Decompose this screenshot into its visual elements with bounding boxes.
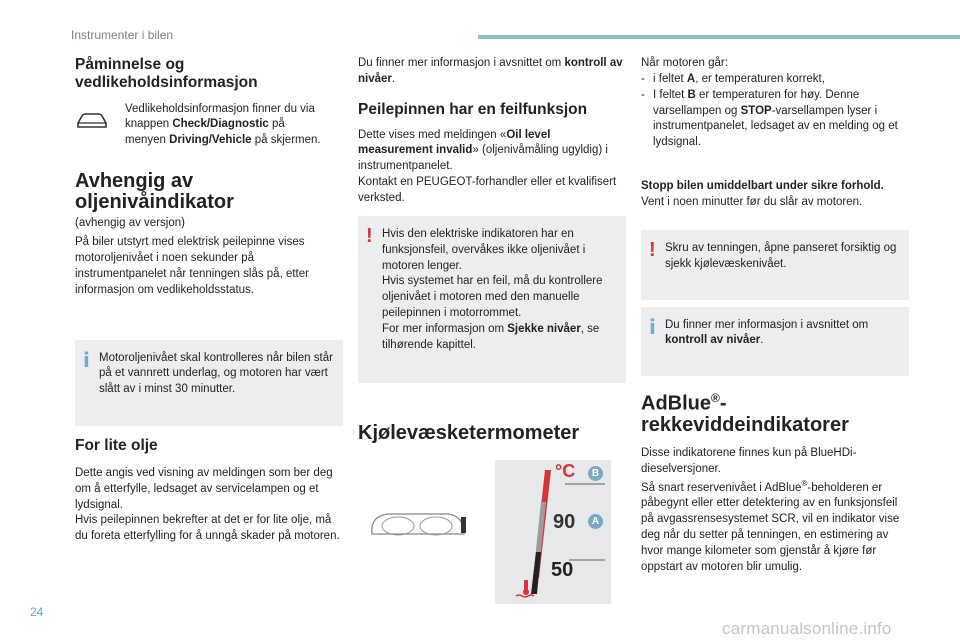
coolant-gauge	[495, 460, 611, 604]
gauge-low-value: 50	[551, 559, 574, 581]
info-icon: i	[649, 314, 656, 339]
coolant-title: Kjølevæsketermometer	[358, 421, 580, 444]
column-3	[641, 56, 909, 576]
reminder-block	[75, 102, 343, 150]
gauge-high-value: 90	[553, 511, 576, 533]
dipstick-fault-title: Peilepinnen har en feilfunksjon	[358, 100, 588, 118]
reminder-title: Påminnelse og vedlikeholdsinformasjon	[75, 56, 258, 91]
dipstick-warning-note: ! Hvis den elektriske indikatoren har en funksjonsfeil, overvåkes ikke oljenivået i motoren lenger. Hvis systemet har en feil, må du kontrollere oljenivået i motoren med den manuelle peilepinnen i motorrommet. For mer informasjon om Sjekke nivåer, se tilhørende kapittel.	[358, 216, 626, 383]
gauge-marker-b: B	[588, 466, 603, 481]
column-2	[358, 56, 626, 444]
coolant-info-note: i Du finner mer informasjon i avsnittet om kontroll av nivåer.	[641, 307, 909, 377]
low-oil-paragraph-1: Dette angis ved visning av meldingen som ber deg om å etterfylle, ledsaget av servicelampen og et lydsignal.	[75, 466, 333, 511]
section-title: Instrumenter i bilen	[71, 28, 174, 42]
warning-icon: !	[366, 224, 373, 247]
column-1	[75, 56, 343, 545]
low-oil-paragraph-2: Hvis peilepinnen bekrefter at det er for lite olje, må du foreta etterfylling for å unngå skader på motoren.	[75, 514, 340, 543]
adblue-title: AdBlue®-rekkeviddeindikatorer	[641, 391, 849, 436]
page-number: 24	[30, 605, 44, 619]
dipstick-dealer-text: Kontakt en PEUGEOT-forhandler eller et kvalifisert verksted.	[358, 176, 617, 204]
reminder-text: Vedlikeholdsinformasjon finner du via knappen Check/Diagnostic på menyen Driving/Vehicle på skjermen.	[125, 102, 321, 147]
dipstick-fault-text: Dette vises med meldingen «Oil level measurement invalid» (oljenivåmåling ugyldig) i instrumentpanelet.	[358, 128, 608, 173]
gauge-unit-label: °C	[555, 461, 576, 481]
list-item-a: - i feltet A, er temperaturen korrekt,	[641, 72, 825, 85]
info-icon: i	[83, 347, 90, 372]
wait-text: Vent i noen minutter før du slår av motoren.	[641, 196, 863, 209]
engine-running-text: Når motoren går:	[641, 57, 728, 69]
warning-icon: !	[649, 238, 656, 261]
stop-immediately-text: Stopp bilen umiddelbart under sikre forhold.	[641, 180, 884, 193]
oil-level-info-note: i Motoroljenivået skal kontrolleres når bilen står på et vannrett underlag, og motoren har vært slått av i minst 30 minutter.	[75, 340, 343, 427]
low-oil-title: For lite olje	[75, 437, 158, 455]
oil-indicator-title: Avhengig av oljenivåindikator	[75, 170, 234, 214]
levels-reference: Du finner mer informasjon i avsnittet om kontroll av nivåer.	[358, 57, 623, 85]
wrench-car-icon	[75, 102, 115, 150]
adblue-versions-text: Disse indikatorene finnes kun på BlueHDi-dieselversjoner.	[641, 446, 857, 475]
list-item-b: - I feltet B er temperaturen for høy. Denne varsellampen og STOP-varsellampen lyser i instrumentpanelet, ledsaget av en melding og et lydsignal.	[641, 88, 898, 149]
coolant-warning-note: ! Skru av tenningen, åpne panseret forsiktig og sjekk kjølevæskenivået.	[641, 230, 909, 300]
oil-indicator-subtitle: (avhengig av versjon)	[75, 217, 185, 230]
oil-indicator-paragraph: På biler utstyrt med elektrisk peilepinne vises motoroljenivået i noen sekunder på instrumentpanelet når tenningen slås på, etter informasjon om vedlikeholdsstatus.	[75, 236, 309, 296]
thermometer-icon	[515, 579, 537, 605]
instrument-cluster-illustration	[368, 508, 476, 548]
watermark-text: carmanualsonline.info	[722, 619, 892, 638]
header-rule	[478, 35, 960, 39]
adblue-reserve-text: Så snart reservenivået i AdBlue®-beholderen er påbegynt eller etter detektering av en funksjonsfeil på avgassrensesystemet SCR, vil en indikator vise deg når du setter på tenningen, en estimering av hvor mange kilometer som gjenstår å kjøre før oppstart av motoren blir umulig.	[641, 478, 900, 573]
gauge-marker-a: A	[588, 514, 603, 529]
